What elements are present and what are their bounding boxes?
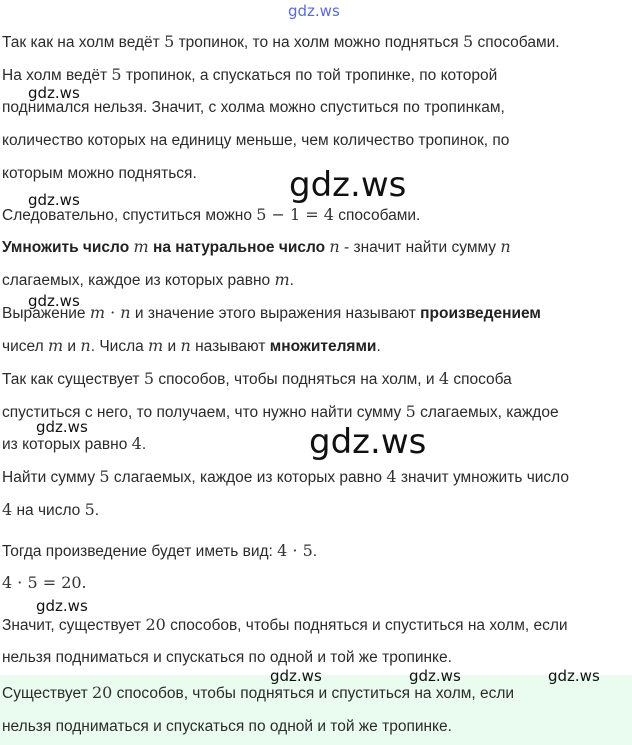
text-line: Так как на холм ведёт 5 тропинок, то на холм можно подняться 5 способами. [2, 32, 560, 51]
text-line: Следовательно, спуститься можно 5 − 1 = 4 способами. [2, 205, 421, 224]
text-line: чисел m и n. Числа m и n называют множителями. [2, 336, 381, 355]
watermark: gdz.ws [36, 418, 88, 436]
watermark: gdz.ws [28, 84, 80, 102]
text-line: 4 на число 5. [2, 500, 100, 519]
text-line: слагаемых, каждое из которых равно m. [2, 270, 294, 289]
watermark: gdz.ws [270, 667, 322, 685]
watermark-top: gdz.ws [288, 2, 340, 20]
text-line: которым можно подняться. [2, 165, 197, 182]
watermark: gdz.ws [409, 667, 461, 685]
text-line: Выражение m · n и значение этого выражения называют произведением [2, 303, 541, 322]
watermark-large: gdz.ws [289, 165, 407, 205]
watermark: gdz.ws [28, 292, 80, 310]
math-line: 4 · 5 = 20. [2, 573, 87, 592]
text-line: Найти сумму 5 слагаемых, каждое из которых равно 4 значит умножить число [2, 467, 570, 486]
watermark-large: gdz.ws [309, 422, 427, 462]
text-line: из которых равно 4. [2, 434, 147, 453]
text-line: Так как существует 5 способов, чтобы подняться на холм, и 4 способа [2, 369, 512, 388]
watermark: gdz.ws [28, 191, 80, 209]
text-line: Тогда произведение будет иметь вид: 4 · 5. [2, 541, 318, 560]
text-line: Умножить число m на натуральное число n - значит найти сумму n [2, 237, 511, 256]
text-line: количество которых на единицу меньше, чем количество тропинок, по [2, 132, 510, 149]
answer-line: нельзя подниматься и спускаться по одной и той же тропинке. [2, 718, 452, 735]
text-line: нельзя подниматься и спускаться по одной и той же тропинке. [2, 649, 452, 666]
text-line: Значит, существует 20 способов, чтобы подняться и спуститься на холм, если [2, 615, 568, 634]
text-line: спуститься с него, то получаем, что нужно найти сумму 5 слагаемых, каждое [2, 402, 559, 421]
text-line: На холм ведёт 5 тропинок, а спускаться по той тропинке, по которой [2, 65, 498, 84]
watermark: gdz.ws [548, 667, 600, 685]
watermark: gdz.ws [36, 597, 88, 615]
text-line: поднимался нельзя. Значит, с холма можно спуститься по тропинкам, [2, 99, 505, 116]
answer-line: Существует 20 способов, чтобы подняться и спуститься на холм, если [2, 683, 515, 702]
